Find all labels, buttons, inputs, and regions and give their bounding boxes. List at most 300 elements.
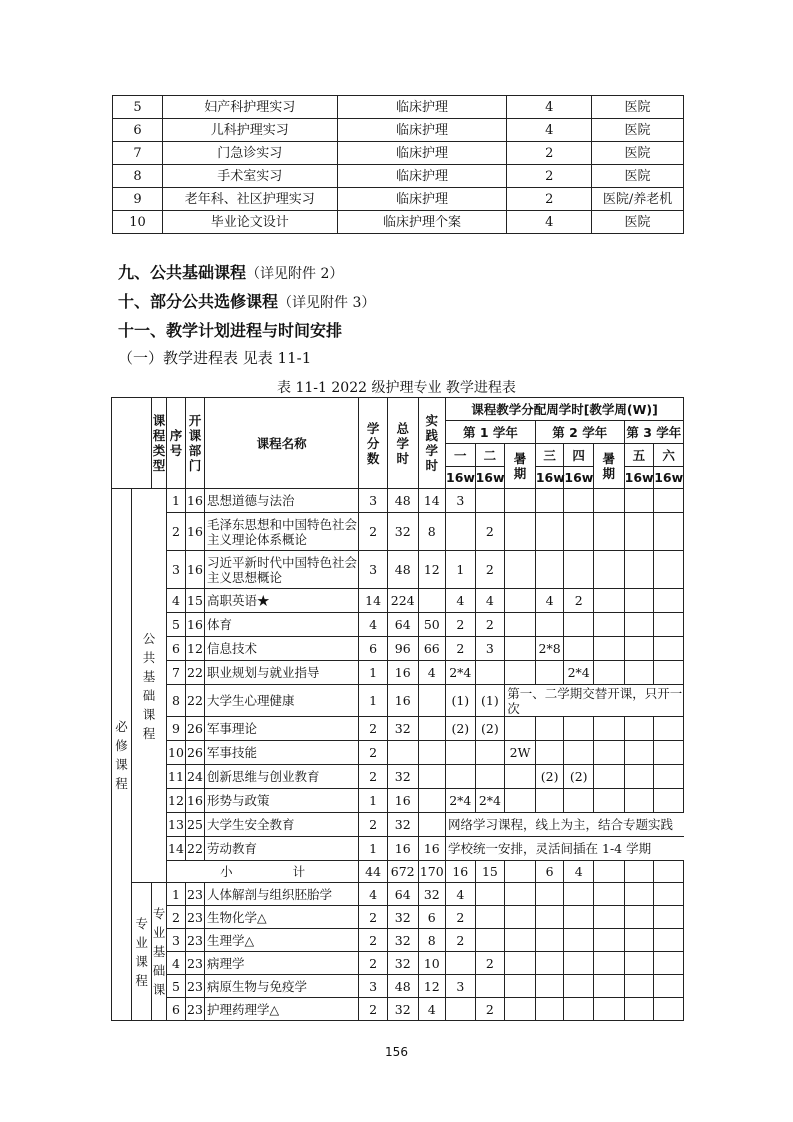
internship-cell-no: 8 xyxy=(113,165,163,188)
cell-term-t2: 2 xyxy=(475,613,505,637)
cell-term-s1 xyxy=(505,906,536,929)
table-row xyxy=(113,188,684,211)
cell-term-t5 xyxy=(624,975,654,998)
cell-course-name: 军事理论 xyxy=(204,717,358,741)
cell-term-t1: (1) xyxy=(446,685,476,717)
cell-hours: 48 xyxy=(387,975,418,998)
cell-term-t4 xyxy=(564,513,594,551)
cell-term-t6 xyxy=(654,952,684,975)
cell-dept: 23 xyxy=(185,952,204,975)
cell-term-t5 xyxy=(624,513,654,551)
cell-term-t3 xyxy=(535,929,564,952)
cell-seq: 1 xyxy=(166,883,185,906)
internship-cell-name: 手术室实习 xyxy=(162,165,337,188)
cell-hours: 48 xyxy=(387,489,418,513)
cell-hours: 32 xyxy=(387,952,418,975)
cell-term-t4 xyxy=(564,998,594,1021)
internship-table xyxy=(112,95,684,234)
cell-seq: 14 xyxy=(166,837,185,861)
header-text: 暑期 xyxy=(602,451,616,481)
cell-term-t1: 2 xyxy=(446,906,476,929)
cell-term-t4 xyxy=(564,929,594,952)
cell-course-name: 病理学 xyxy=(204,952,358,975)
cell-term-t5 xyxy=(624,765,654,789)
internship-cell-name: 门急诊实习 xyxy=(162,142,337,165)
heading-text: 九、公共基础课程 xyxy=(118,263,247,282)
cell-term-s1 xyxy=(505,765,536,789)
cell-term-t6 xyxy=(654,613,684,637)
heading-note: （详见附件 3） xyxy=(278,295,376,311)
cell-course-name: 生理学△ xyxy=(204,929,358,952)
cell-term-t3: 4 xyxy=(535,589,564,613)
cell-term-t2: 2 xyxy=(475,513,505,551)
cell-term-t4 xyxy=(564,551,594,589)
cell-term-s2 xyxy=(593,883,624,906)
header-summer1 xyxy=(505,444,536,489)
cell-term-t4: (2) xyxy=(564,765,594,789)
cell-seq: 5 xyxy=(166,613,185,637)
internship-cell-place: 医院/养老机 xyxy=(592,188,684,211)
cell-term-t6 xyxy=(654,513,684,551)
table-row xyxy=(112,906,684,929)
cell-term-t4 xyxy=(564,717,594,741)
cell-term-s1 xyxy=(505,998,536,1021)
internship-cell-weeks: 2 xyxy=(507,142,592,165)
cell-term-t5 xyxy=(624,717,654,741)
cell-practice xyxy=(418,789,445,813)
internship-cell-no: 10 xyxy=(113,211,163,234)
cell-term-s2 xyxy=(593,637,624,661)
cell-term-t1: 2 xyxy=(446,613,476,637)
cell-term-t6 xyxy=(654,661,684,685)
table-row xyxy=(112,952,684,975)
internship-cell-assessment: 临床护理 xyxy=(337,165,507,188)
cell-term-s2 xyxy=(593,906,624,929)
cell-dept: 16 xyxy=(185,613,204,637)
cell-term-t6 xyxy=(654,637,684,661)
cell-term-t2: 2 xyxy=(475,551,505,589)
cell-term-t4 xyxy=(564,489,594,513)
header-weeks: 16w xyxy=(654,467,684,489)
cell-course-name: 思想道德与法治 xyxy=(204,489,358,513)
table-row xyxy=(112,513,684,551)
cell-term-t4 xyxy=(564,789,594,813)
section-heading-10 xyxy=(118,289,375,312)
cell-term-t4 xyxy=(564,975,594,998)
cell-practice xyxy=(418,765,445,789)
heading-text: 十、部分公共选修课程 xyxy=(118,292,279,311)
cell-term-t4 xyxy=(564,952,594,975)
group-major xyxy=(132,883,152,1021)
cell-dept: 26 xyxy=(185,717,204,741)
table-row xyxy=(112,765,684,789)
table-row xyxy=(112,883,684,906)
cell-term-t5 xyxy=(624,861,654,883)
cell-practice: 8 xyxy=(418,929,445,952)
cell-hours: 32 xyxy=(387,765,418,789)
internship-cell-no: 5 xyxy=(113,96,163,119)
header-term3: 三 xyxy=(535,444,564,467)
cell-seq: 10 xyxy=(166,741,185,765)
cell-hours: 32 xyxy=(387,929,418,952)
table-row xyxy=(112,789,684,813)
table-row xyxy=(112,975,684,998)
header-weeks: 16w xyxy=(446,467,476,489)
internship-cell-no: 7 xyxy=(113,142,163,165)
cell-term-t6 xyxy=(654,975,684,998)
cell-term-t5 xyxy=(624,906,654,929)
heading-text: 十一、教学计划进程与时间安排 xyxy=(118,321,343,340)
header-year2: 第 2 学年 xyxy=(535,421,624,444)
cell-credits: 2 xyxy=(359,741,388,765)
cell-term-t3 xyxy=(535,998,564,1021)
cell-term-t2: 2 xyxy=(475,952,505,975)
cell-term-s2 xyxy=(593,613,624,637)
cell-term-t2: 2 xyxy=(475,998,505,1021)
cell-practice: 14 xyxy=(418,489,445,513)
cell-term-t2 xyxy=(475,929,505,952)
cell-term-s2 xyxy=(593,589,624,613)
cell-term-t6 xyxy=(654,741,684,765)
cell-practice: 12 xyxy=(418,551,445,589)
cell-credits: 1 xyxy=(359,837,388,861)
cell-dept: 24 xyxy=(185,765,204,789)
cell-note: 网络学习课程，线上为主，结合专题实践 xyxy=(446,813,684,837)
cell-course-name: 劳动教育 xyxy=(204,837,358,861)
header-summer2 xyxy=(593,444,624,489)
cell-term-t4 xyxy=(564,883,594,906)
group-public xyxy=(132,489,167,883)
internship-cell-name: 老年科、社区护理实习 xyxy=(162,188,337,211)
cell-term-t3: (2) xyxy=(535,765,564,789)
cell-term-s2 xyxy=(593,717,624,741)
cell-hours: 32 xyxy=(387,513,418,551)
cell-credits: 1 xyxy=(359,685,388,717)
cell-term-t5 xyxy=(624,637,654,661)
cell-term-t6 xyxy=(654,489,684,513)
internship-cell-place: 医院 xyxy=(592,119,684,142)
header-weeks: 16w xyxy=(624,467,654,489)
header-text: 开课部门 xyxy=(188,413,202,473)
table-row xyxy=(113,165,684,188)
header-text: 学分数 xyxy=(366,420,380,466)
cell-term-s1 xyxy=(505,717,536,741)
cell-term-t2 xyxy=(475,765,505,789)
cell-credits: 2 xyxy=(359,765,388,789)
cell-practice xyxy=(418,717,445,741)
cell-practice: 50 xyxy=(418,613,445,637)
cell-credits: 6 xyxy=(359,637,388,661)
table-row xyxy=(112,551,684,589)
internship-cell-no: 9 xyxy=(113,188,163,211)
cell-practice: 170 xyxy=(418,861,445,883)
cell-term-t1: 1 xyxy=(446,551,476,589)
cell-term-t5 xyxy=(624,489,654,513)
cell-course-name: 大学生安全教育 xyxy=(204,813,358,837)
internship-cell-weeks: 2 xyxy=(507,165,592,188)
cell-credits: 2 xyxy=(359,906,388,929)
cell-term-t5 xyxy=(624,613,654,637)
cell-course-name: 病原生物与免疫学 xyxy=(204,975,358,998)
subtotal-label xyxy=(166,861,358,883)
cell-dept: 23 xyxy=(185,906,204,929)
cell-term-t2: 4 xyxy=(475,589,505,613)
cell-credits: 3 xyxy=(359,975,388,998)
internship-cell-name: 儿科护理实习 xyxy=(162,119,337,142)
cell-term-t6 xyxy=(654,765,684,789)
subsection-heading: （一）教学进程表 见表 11-1 xyxy=(118,349,312,367)
cell-term-t1: 2*4 xyxy=(446,661,476,685)
cell-term-t5 xyxy=(624,952,654,975)
cell-term-t2: 2*4 xyxy=(475,789,505,813)
cell-term-t1: 3 xyxy=(446,975,476,998)
cell-term-t3 xyxy=(535,513,564,551)
group-major-basic xyxy=(152,883,167,1021)
cell-term-s2 xyxy=(593,661,624,685)
cell-term-t3 xyxy=(535,551,564,589)
cell-course-name: 职业规划与就业指导 xyxy=(204,661,358,685)
cell-dept: 16 xyxy=(185,789,204,813)
cell-course-name: 信息技术 xyxy=(204,637,358,661)
heading-note: （详见附件 2） xyxy=(246,266,344,282)
header-weeks: 16w xyxy=(564,467,594,489)
cell-hours: 16 xyxy=(387,837,418,861)
cell-term-s2 xyxy=(593,489,624,513)
cell-term-s2 xyxy=(593,929,624,952)
cell-credits: 1 xyxy=(359,789,388,813)
cell-seq: 11 xyxy=(166,765,185,789)
cell-term-s1 xyxy=(505,952,536,975)
cell-term-t2 xyxy=(475,661,505,685)
internship-cell-assessment: 临床护理个案 xyxy=(337,211,507,234)
cell-note: 第一、二学期交替开课，只开一次 xyxy=(505,685,684,717)
cell-hours: 32 xyxy=(387,998,418,1021)
teaching-schedule-table xyxy=(111,397,684,1021)
header-course-name: 课程名称 xyxy=(204,398,358,489)
cell-course-name: 高职英语★ xyxy=(204,589,358,613)
cell-seq: 8 xyxy=(166,685,185,717)
cell-course-name: 毛泽东思想和中国特色社会主义理论体系概论 xyxy=(204,513,358,551)
cell-dept: 23 xyxy=(185,929,204,952)
cell-dept: 22 xyxy=(185,685,204,717)
cell-dept: 15 xyxy=(185,589,204,613)
cell-term-t6 xyxy=(654,906,684,929)
group-label: 专业课程 xyxy=(135,915,148,988)
header-term4: 四 xyxy=(564,444,594,467)
cell-term-s2 xyxy=(593,952,624,975)
cell-term-t6 xyxy=(654,717,684,741)
header-term5: 五 xyxy=(624,444,654,467)
cell-term-t2 xyxy=(475,489,505,513)
cell-course-name: 护理药理学△ xyxy=(204,998,358,1021)
cell-dept: 16 xyxy=(185,551,204,589)
cell-term-s1 xyxy=(505,883,536,906)
cell-credits: 4 xyxy=(359,613,388,637)
cell-seq: 3 xyxy=(166,551,185,589)
cell-term-t5 xyxy=(624,661,654,685)
cell-seq: 12 xyxy=(166,789,185,813)
header-course-type xyxy=(152,398,167,489)
cell-course-name: 大学生心理健康 xyxy=(204,685,358,717)
cell-term-s1 xyxy=(505,661,536,685)
table-row xyxy=(113,142,684,165)
cell-term-s1 xyxy=(505,637,536,661)
group-label: 专业基础课 xyxy=(152,906,166,997)
group-label: 公共基础课程 xyxy=(142,630,156,741)
cell-course-name: 人体解剖与组织胚胎学 xyxy=(204,883,358,906)
cell-term-t3 xyxy=(535,613,564,637)
cell-term-s2 xyxy=(593,789,624,813)
cell-dept: 23 xyxy=(185,883,204,906)
cell-hours xyxy=(387,741,418,765)
cell-term-t3 xyxy=(535,741,564,765)
cell-dept: 23 xyxy=(185,998,204,1021)
cell-term-t5 xyxy=(624,883,654,906)
cell-note: 学校统一安排，灵活间插在 1-4 学期 xyxy=(446,837,684,861)
cell-term-t2: 15 xyxy=(475,861,505,883)
header-text: 暑期 xyxy=(513,451,527,481)
cell-dept: 23 xyxy=(185,975,204,998)
header-text: 课程类型 xyxy=(152,413,166,473)
internship-cell-weeks: 4 xyxy=(507,211,592,234)
internship-cell-no: 6 xyxy=(113,119,163,142)
cell-seq: 6 xyxy=(166,998,185,1021)
cell-practice: 6 xyxy=(418,906,445,929)
internship-cell-weeks: 4 xyxy=(507,119,592,142)
cell-term-s1 xyxy=(505,489,536,513)
cell-term-t1: 2*4 xyxy=(446,789,476,813)
cell-term-t1: 16 xyxy=(446,861,476,883)
cell-credits: 2 xyxy=(359,513,388,551)
cell-practice: 66 xyxy=(418,637,445,661)
cell-credits: 1 xyxy=(359,661,388,685)
cell-term-s1 xyxy=(505,789,536,813)
cell-term-t3 xyxy=(535,975,564,998)
header-blank xyxy=(112,398,152,489)
internship-cell-assessment: 临床护理 xyxy=(337,96,507,119)
cell-term-t4 xyxy=(564,613,594,637)
cell-term-t6 xyxy=(654,929,684,952)
cell-seq: 4 xyxy=(166,952,185,975)
header-text: 实践学时 xyxy=(425,413,439,473)
cell-practice: 32 xyxy=(418,883,445,906)
header-hours xyxy=(387,398,418,489)
cell-seq: 7 xyxy=(166,661,185,685)
cell-term-s1 xyxy=(505,861,536,883)
cell-term-t5 xyxy=(624,741,654,765)
cell-practice xyxy=(418,813,445,837)
cell-term-t3 xyxy=(535,717,564,741)
cell-term-t1 xyxy=(446,952,476,975)
cell-term-t2: 3 xyxy=(475,637,505,661)
cell-course-name: 体育 xyxy=(204,613,358,637)
header-dept xyxy=(185,398,204,489)
cell-seq: 1 xyxy=(166,489,185,513)
header-weeks: 16w xyxy=(535,467,564,489)
header-distribution: 课程教学分配周学时[教学周(W)] xyxy=(446,398,684,421)
cell-term-t1: 2 xyxy=(446,929,476,952)
cell-term-t5 xyxy=(624,789,654,813)
cell-term-t1 xyxy=(446,765,476,789)
cell-hours: 32 xyxy=(387,813,418,837)
cell-hours: 64 xyxy=(387,613,418,637)
header-year3: 第 3 学年 xyxy=(624,421,683,444)
table-row xyxy=(112,741,684,765)
header-practice xyxy=(418,398,445,489)
cell-term-s1 xyxy=(505,551,536,589)
internship-cell-place: 医院 xyxy=(592,211,684,234)
cell-term-t3 xyxy=(535,883,564,906)
cell-credits: 4 xyxy=(359,883,388,906)
cell-term-s2 xyxy=(593,998,624,1021)
cell-term-s1: 2W xyxy=(505,741,536,765)
cell-term-t4: 4 xyxy=(564,861,594,883)
cell-credits: 2 xyxy=(359,998,388,1021)
cell-seq: 4 xyxy=(166,589,185,613)
cell-practice: 8 xyxy=(418,513,445,551)
table-row xyxy=(112,813,684,837)
cell-practice: 16 xyxy=(418,837,445,861)
table-row xyxy=(113,96,684,119)
cell-practice xyxy=(418,741,445,765)
cell-term-t6 xyxy=(654,998,684,1021)
cell-term-t3: 2*8 xyxy=(535,637,564,661)
header-term1: 一 xyxy=(446,444,476,467)
cell-term-t3 xyxy=(535,661,564,685)
cell-practice xyxy=(418,685,445,717)
internship-cell-weeks: 4 xyxy=(507,96,592,119)
cell-term-t2 xyxy=(475,883,505,906)
cell-term-t3 xyxy=(535,952,564,975)
cell-seq: 6 xyxy=(166,637,185,661)
cell-hours: 16 xyxy=(387,789,418,813)
cell-course-name: 形势与政策 xyxy=(204,789,358,813)
cell-term-t4 xyxy=(564,741,594,765)
cell-term-t2 xyxy=(475,906,505,929)
cell-hours: 32 xyxy=(387,906,418,929)
cell-term-s2 xyxy=(593,765,624,789)
internship-cell-place: 医院 xyxy=(592,96,684,119)
cell-term-t1: (2) xyxy=(446,717,476,741)
header-weeks: 16w xyxy=(475,467,505,489)
cell-practice: 12 xyxy=(418,975,445,998)
internship-cell-assessment: 临床护理 xyxy=(337,188,507,211)
cell-term-t3: 6 xyxy=(535,861,564,883)
header-text: 序号 xyxy=(169,428,183,458)
cell-practice: 10 xyxy=(418,952,445,975)
table-caption: 表 11-1 2022 级护理专业 教学进程表 xyxy=(277,380,516,396)
cell-credits: 44 xyxy=(359,861,388,883)
cell-term-t4 xyxy=(564,906,594,929)
cell-course-name: 创新思维与创业教育 xyxy=(204,765,358,789)
cell-hours: 64 xyxy=(387,883,418,906)
cell-term-s2 xyxy=(593,861,624,883)
table-row xyxy=(112,837,684,861)
cell-term-t1 xyxy=(446,998,476,1021)
cell-term-t6 xyxy=(654,861,684,883)
cell-term-t5 xyxy=(624,551,654,589)
cell-credits: 3 xyxy=(359,489,388,513)
internship-cell-assessment: 临床护理 xyxy=(337,119,507,142)
table-row xyxy=(112,685,684,717)
cell-seq: 13 xyxy=(166,813,185,837)
cell-hours: 96 xyxy=(387,637,418,661)
table-row xyxy=(112,717,684,741)
cell-course-name: 生物化学△ xyxy=(204,906,358,929)
cell-hours: 32 xyxy=(387,717,418,741)
cell-term-s1 xyxy=(505,975,536,998)
cell-term-t2: (2) xyxy=(475,717,505,741)
